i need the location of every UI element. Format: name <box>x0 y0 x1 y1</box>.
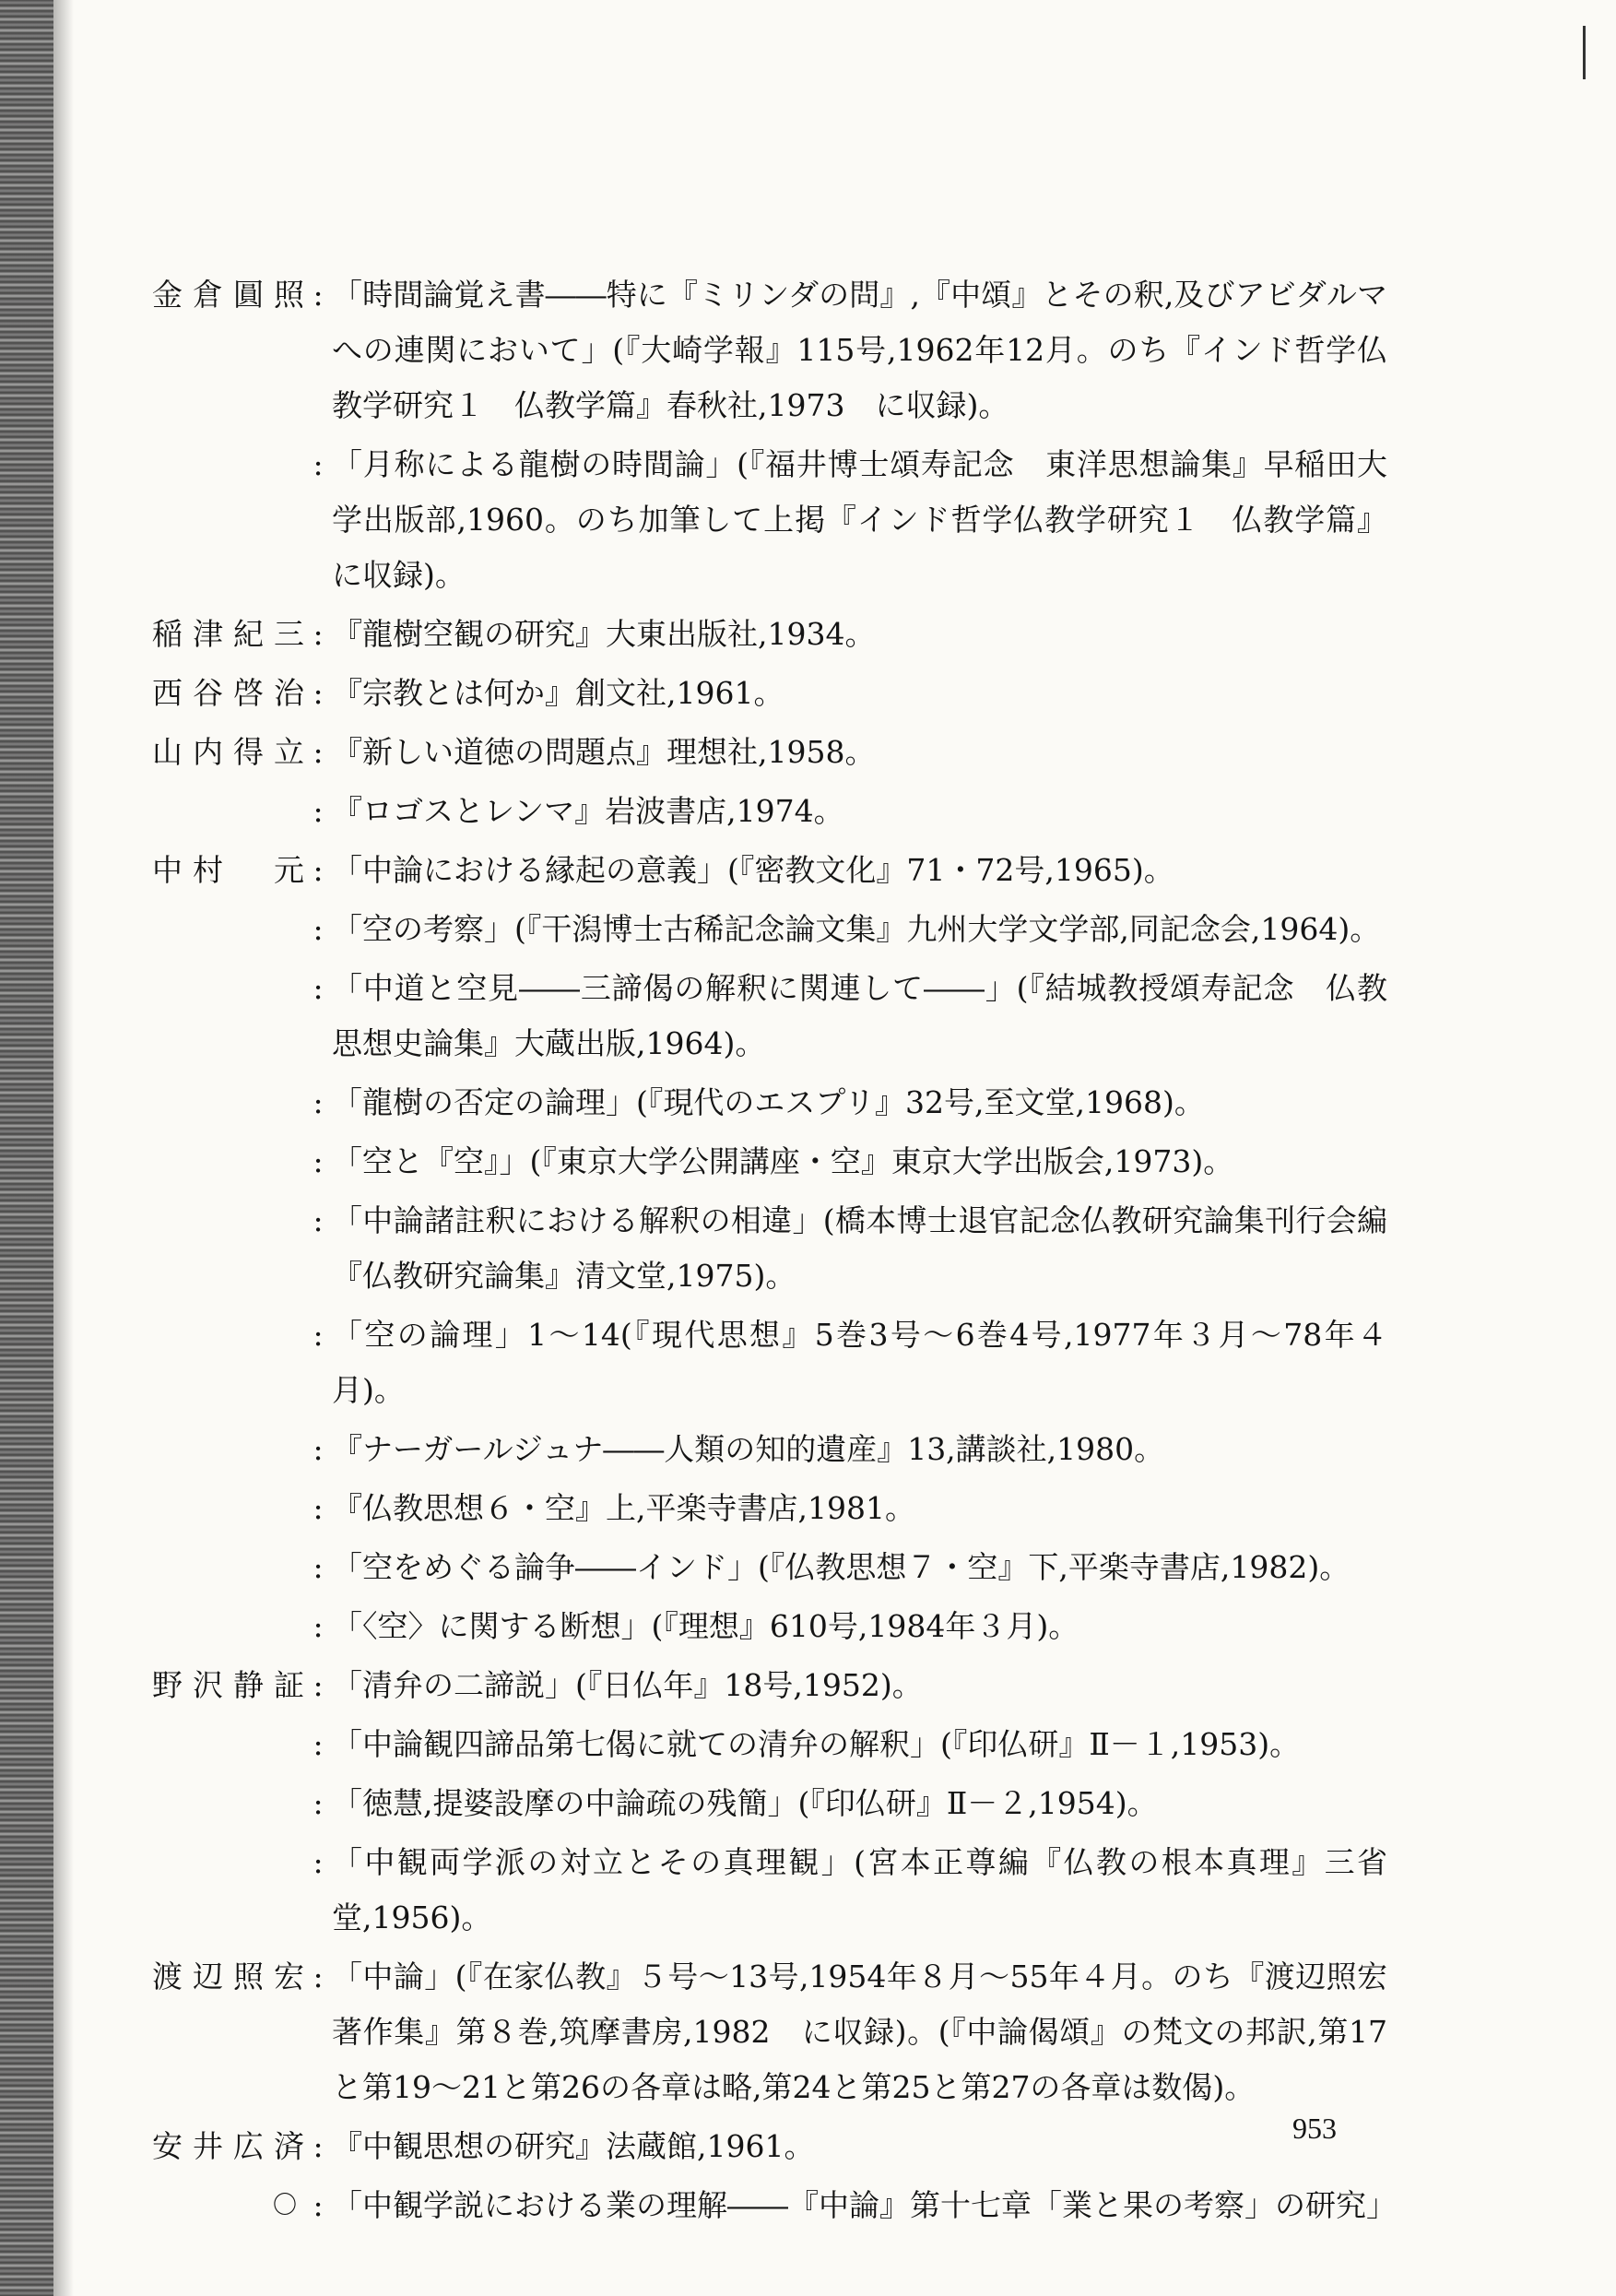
bibliography-entry <box>152 2119 1387 2174</box>
entry-mark: 〇 <box>272 2192 297 2219</box>
entry-text: 「月称による龍樹の時間論」(『福井博士頌寿記念 東洋思想論集』早稲田大学出版部,1960。のち加筆して上掲『インド哲学仏教学研究１ 仏教学篇』に収録)。 <box>332 446 1387 593</box>
entry-text: 「清弁の二諦説」(『日仏年』18号,1952)。 <box>332 1667 923 1703</box>
entry-author: 中村 元 <box>152 852 304 888</box>
entry-colon: : <box>313 1844 324 1880</box>
entry-text: 「空をめぐる論争――インド」(『仏教思想７・空』下,平楽寺書店,1982)。 <box>332 1549 1351 1585</box>
bibliography-entry <box>152 1422 1387 1477</box>
entry-author: 金倉圓照 <box>152 277 304 313</box>
entry-text: 「空と『空』」(『東京大学公開講座・空』東京大学出版会,1973)。 <box>332 1143 1234 1179</box>
entry-colon: : <box>313 1490 324 1526</box>
page-number: 953 <box>1292 2112 1337 2145</box>
bibliography-entry <box>152 1599 1387 1654</box>
scan-edge-shadow <box>0 0 53 2296</box>
bibliography-entry <box>152 843 1387 898</box>
entry-text: 「空の論理」1～14(『現代思想』5巻3号～6巻4号,1977年３月～78年４月)。 <box>332 1317 1387 1408</box>
entry-colon: : <box>313 911 324 947</box>
entry-colon: : <box>313 616 324 652</box>
bibliography-entry <box>152 902 1387 957</box>
entry-text: 『ナーガールジュナ――人類の知的遺産』13,講談社,1980。 <box>332 1431 1165 1467</box>
entry-colon: : <box>313 1143 324 1179</box>
entry-colon: : <box>313 793 324 829</box>
entry-colon: : <box>313 2187 324 2223</box>
entry-colon: : <box>313 1084 324 1120</box>
bibliography-entry <box>152 961 1387 1071</box>
entry-colon: : <box>313 734 324 770</box>
entry-colon: : <box>313 1726 324 1762</box>
entry-colon: : <box>313 1202 324 1238</box>
entry-text: 「中観両学派の対立とその真理観」(宮本正尊編『仏教の根本真理』三省堂,1956)。 <box>332 1844 1387 1935</box>
entry-author: 稲津紀三 <box>152 616 304 652</box>
bibliography-entry <box>152 607 1387 662</box>
margin-mark <box>1583 26 1586 79</box>
entry-text: 「中論における縁起の意義」(『密教文化』71・72号,1965)。 <box>332 852 1174 888</box>
bibliography-entry <box>152 1308 1387 1418</box>
bibliography-entry <box>152 1193 1387 1304</box>
entry-author: 山内得立 <box>152 734 304 770</box>
entry-colon: : <box>313 675 324 711</box>
entry-text: 『新しい道徳の問題点』理想社,1958。 <box>332 734 876 770</box>
entry-colon: : <box>313 1317 324 1353</box>
bibliography-entry <box>152 1776 1387 1831</box>
entry-text: 「〈空〉に関する断想」(『理想』610号,1984年３月)。 <box>332 1608 1079 1644</box>
entry-text: 『仏教思想６・空』上,平楽寺書店,1981。 <box>332 1490 915 1526</box>
entry-text: 『龍樹空観の研究』大東出版社,1934。 <box>332 616 876 652</box>
entry-text: 「空の考察」(『干潟博士古稀記念論文集』九州大学文学部,同記念会,1964)。 <box>332 911 1381 947</box>
entry-text: 「徳慧,提婆設摩の中論疏の残簡」(『印仏研』Ⅱ－２,1954)。 <box>332 1785 1158 1821</box>
entry-author: 野沢静証 <box>152 1667 304 1703</box>
entry-text: 「中道と空見――三諦偈の解釈に関連して――」(『結城教授頌寿記念 仏教思想史論集』大蔵出版,1964)。 <box>332 970 1387 1061</box>
entry-text: 「中論観四諦品第七偈に就ての清弁の解釈」(『印仏研』Ⅱ－１,1953)。 <box>332 1726 1301 1762</box>
entry-colon: : <box>313 1431 324 1467</box>
entry-text: 「中論」(『在家仏教』５号～13号,1954年８月～55年４月。のち『渡辺照宏著作集』第８巻,筑摩書房,1982 に収録)。(『中論偈頌』の梵文の邦訳,第17と第19～21と第26の各章は略,第24と第25と第27の各章は数偈)。 <box>332 1959 1387 2105</box>
entry-author: 西谷啓治 <box>152 675 304 711</box>
bibliography-list <box>152 267 1397 2237</box>
entry-text: 『中観思想の研究』法蔵館,1961。 <box>332 2128 815 2164</box>
entry-colon: : <box>313 1608 324 1644</box>
bibliography-entry <box>152 267 1387 433</box>
entry-text: 「時間論覚え書――特に『ミリンダの問』,『中頌』とその釈,及びアビダルマへの連関において」(『大崎学報』115号,1962年12月。のち『インド哲学仏教学研究１ 仏教学篇』春秋社,1973 に収録)。 <box>332 277 1387 423</box>
entry-colon: : <box>313 2128 324 2164</box>
bibliography-entry <box>152 1540 1387 1595</box>
entry-colon: : <box>313 277 324 313</box>
bibliography-entry <box>152 1949 1387 2115</box>
bibliography-entry <box>152 666 1387 721</box>
bibliography-entry <box>152 1658 1387 1713</box>
bibliography-entry <box>152 784 1387 839</box>
entry-text: 『宗教とは何か』創文社,1961。 <box>332 675 784 711</box>
entry-colon: : <box>313 1785 324 1821</box>
bibliography-entry <box>152 437 1387 603</box>
bibliography-entry <box>152 1134 1387 1189</box>
entry-text: 「中論諸註釈における解釈の相違」(橋本博士退官記念仏教研究論集刊行会編『仏教研究論集』清文堂,1975)。 <box>332 1202 1387 1294</box>
bibliography-entry <box>152 1835 1387 1946</box>
entry-text: 『ロゴスとレンマ』岩波書店,1974。 <box>332 793 844 829</box>
bibliography-entry <box>152 1075 1387 1130</box>
entry-author: 渡辺照宏 <box>152 1959 304 1994</box>
entry-text: 「龍樹の否定の論理」(『現代のエスプリ』32号,至文堂,1968)。 <box>332 1084 1205 1120</box>
entry-author: 安井広済 <box>152 2128 304 2164</box>
entry-colon: : <box>313 852 324 888</box>
scan-edge-gradient <box>53 0 74 2296</box>
bibliography-entry <box>152 1481 1387 1536</box>
entry-colon: : <box>313 970 324 1006</box>
entry-text: 「中観学説における業の理解――『中論』第十七章「業と果の考察」の研究」 <box>332 2187 1397 2223</box>
entry-colon: : <box>313 1549 324 1585</box>
bibliography-entry <box>152 2178 1397 2233</box>
entry-colon: : <box>313 446 324 482</box>
bibliography-entry <box>152 725 1387 780</box>
bibliography-entry <box>152 1717 1387 1772</box>
entry-colon: : <box>313 1959 324 1994</box>
entry-colon: : <box>313 1667 324 1703</box>
